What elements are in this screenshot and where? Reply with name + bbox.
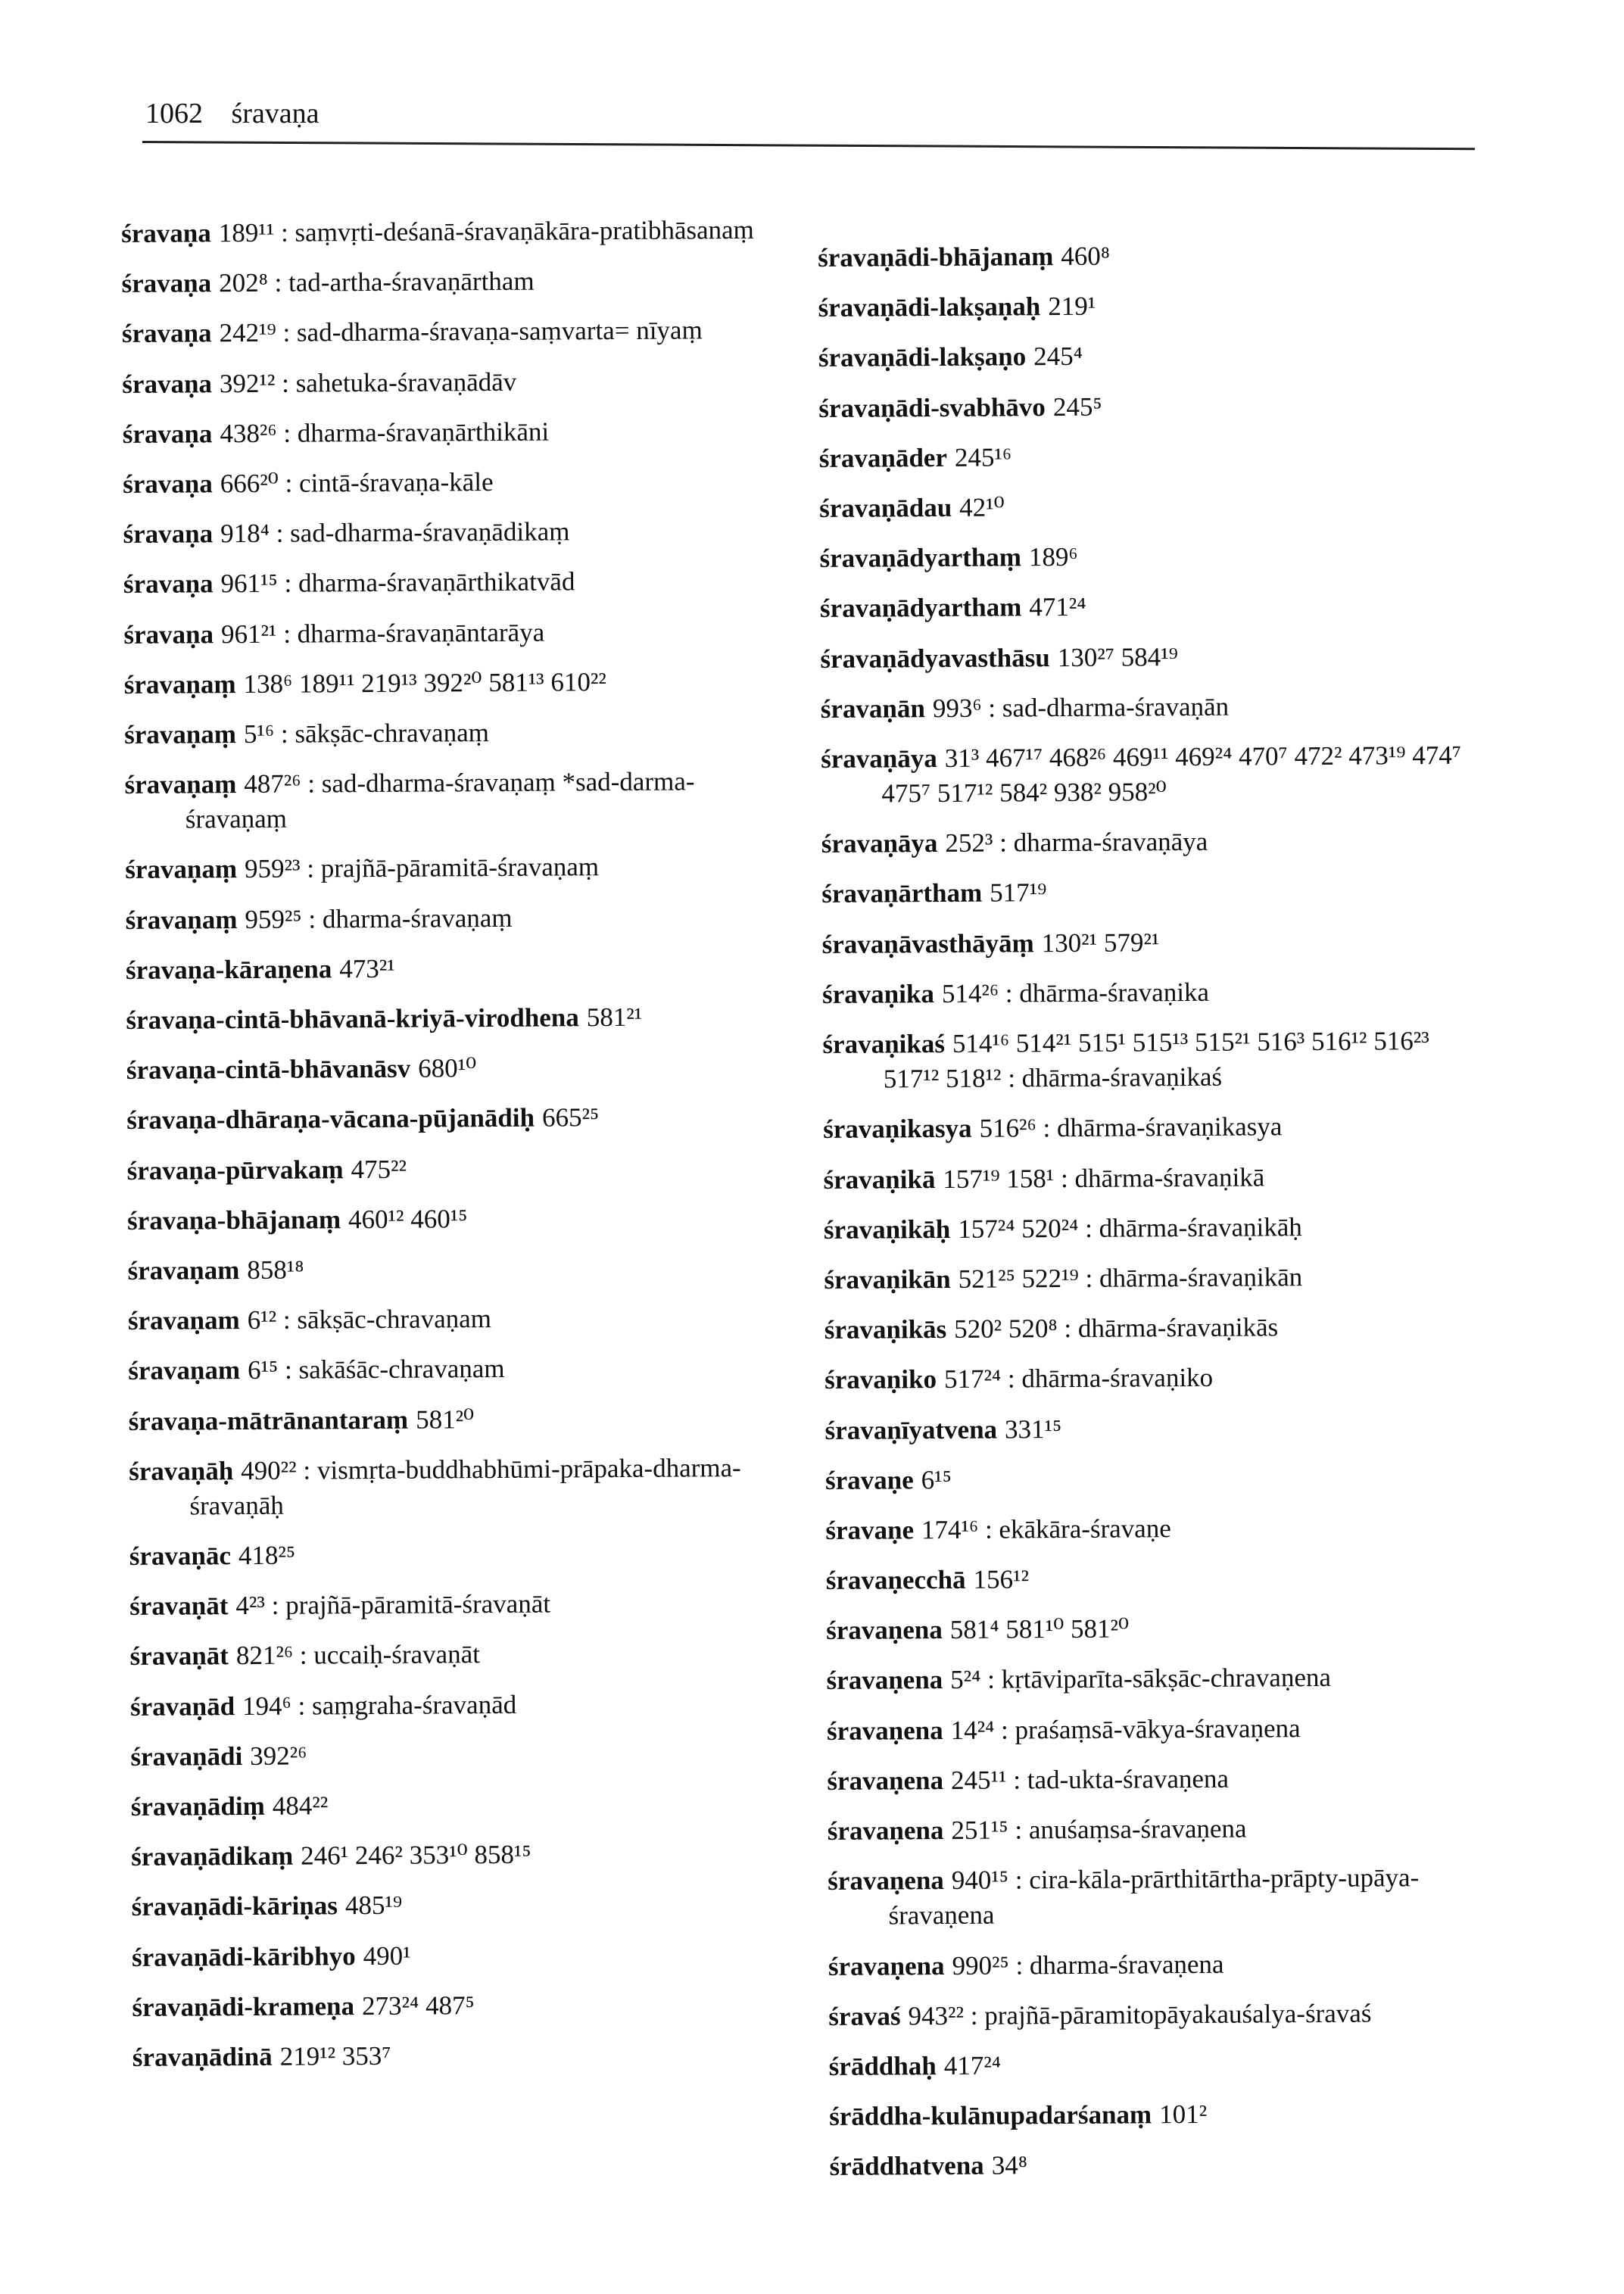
entry-gloss: : uccaiḥ-śravaṇāt (292, 1639, 481, 1671)
entry-references: 246¹ 246² 353¹⁰ 858¹⁵ (301, 1839, 531, 1871)
index-entry (829, 2146, 1495, 2185)
entry-references: 943²² (908, 2000, 965, 2031)
entry-headword: śravaṇaṃ (124, 718, 237, 750)
entry-headword: śravaṇādi-svabhāvo (818, 391, 1046, 423)
entry-references: 821²⁶ (235, 1641, 294, 1671)
entry-references: 189⁶ (1028, 542, 1078, 572)
entry-headword: śravaṇa-cintā-bhāvanāsv (126, 1053, 411, 1086)
entry-gloss: : dharma-śravaṇaṃ (301, 902, 513, 934)
entry-headword: śravaṇikān (824, 1264, 951, 1295)
index-entry (824, 1409, 1491, 1448)
entry-references: 157¹⁹ 158¹ (943, 1163, 1055, 1194)
index-entry (822, 1024, 1489, 1098)
entry-references: 666²⁰ (220, 468, 279, 499)
entry-references: 680¹⁰ (418, 1053, 477, 1083)
index-entry (829, 2046, 1495, 2085)
entry-headword: śravaṇīyatvena (824, 1414, 998, 1445)
left-column (121, 213, 799, 2090)
index-entry (127, 1250, 793, 1289)
entry-references: 101² (1159, 2099, 1208, 2130)
index-entry (126, 1099, 793, 1139)
entry-references: 157²⁴ 520²⁴ (958, 1213, 1079, 1244)
index-entry (829, 2096, 1495, 2135)
entry-references: 392²⁶ (250, 1741, 307, 1771)
index-entry (132, 1986, 798, 2025)
index-entry (123, 413, 789, 452)
entry-headword: śravaṇādyarthaṃ (819, 542, 1022, 574)
index-entry (818, 387, 1485, 426)
index-entry (819, 488, 1485, 527)
index-entry (129, 1400, 795, 1439)
entry-headword: śravaṇika (821, 978, 935, 1009)
entry-references: 417²⁴ (943, 2050, 1002, 2080)
index-entry (122, 363, 788, 402)
entry-references: 245¹⁶ (954, 442, 1012, 472)
entry-headword: śravaṇe (824, 1464, 914, 1495)
entry-headword: śravaṇādi-krameṇa (132, 1990, 355, 2022)
header-rule (142, 141, 1475, 150)
entry-headword: śravaṇaṃ (124, 769, 237, 800)
entry-headword: śrāddhaḥ (828, 2051, 937, 2081)
index-entry (126, 999, 792, 1039)
entry-gloss: : dhārma-śravaṇikaś (1001, 1061, 1223, 1093)
entry-headword: śravaś (828, 2001, 901, 2031)
index-entry (130, 1685, 796, 1725)
entry-references: 490²² (241, 1455, 297, 1485)
entry-gloss: : cintā-śravaṇa-kāle (278, 466, 494, 498)
entry-references: 581²¹ (586, 1002, 643, 1033)
entry-headword: śravaṇa-dhāraṇa-vācana-pūjanādiḥ (126, 1103, 535, 1136)
entry-gloss: : dhārma-śravaṇikā (1054, 1161, 1265, 1193)
entry-headword: śravaṇāt (129, 1591, 229, 1622)
entry-gloss: : dhārma-śravaṇikāḥ (1078, 1211, 1302, 1243)
entry-headword: śravaṇa-kāraṇena (125, 954, 332, 985)
entry-references: 473²¹ (339, 953, 395, 984)
entry-references: 490¹ (363, 1940, 411, 1971)
entry-references: 174¹⁶ (921, 1514, 979, 1545)
entry-headword: śravaṇādyartham (819, 592, 1022, 624)
entry-gloss: : prajñā-pāramitopāyakauśalya-śravaś (963, 1998, 1372, 2031)
entry-headword: śravaṇādinā (132, 2041, 273, 2072)
index-entry (130, 1735, 796, 1775)
entry-references: 273²⁴ 487⁵ (361, 1990, 475, 2021)
index-entry (128, 1300, 794, 1339)
index-entry (819, 538, 1485, 577)
index-entry (822, 973, 1488, 1012)
entry-gloss: : cira-kāla-prārthitārtha-prāpty-upāya-śravaṇena (888, 1862, 1420, 1931)
index-entry (126, 949, 792, 988)
running-head: śravaṇa (231, 98, 320, 129)
entry-references: 517¹⁹ (990, 877, 1047, 909)
entry-headword: śravaṇādikaṃ (131, 1840, 294, 1872)
entry-references: 245¹¹ (950, 1765, 1007, 1795)
entry-gloss: : sad-dharma-śravaṇa-saṃvarta= nīyaṃ (276, 315, 703, 348)
index-entry (818, 287, 1484, 326)
entry-references: 34⁸ (991, 2150, 1028, 2180)
index-entry (124, 764, 791, 838)
entry-references: 460⁸ (1061, 241, 1111, 272)
index-entry (124, 663, 790, 703)
entry-headword: śravaṇa-bhājanaṃ (126, 1205, 341, 1236)
entry-references: 194⁶ (242, 1691, 291, 1721)
entry-references: 471²⁴ (1029, 592, 1086, 622)
entry-references: 487²⁶ (244, 768, 301, 799)
index-entry (821, 873, 1488, 912)
entry-references: 156¹² (973, 1564, 1030, 1594)
entry-headword: śravaṇādi-bhājanaṃ (818, 242, 1054, 273)
entry-references: 475²² (351, 1154, 407, 1184)
entry-gloss: : dharma-śravaṇārthikatvād (277, 566, 575, 599)
entry-headword: śravaṇādau (819, 492, 952, 523)
entry-headword: śravaṇena (828, 1950, 945, 1981)
entry-headword: śravaṇikāḥ (823, 1214, 951, 1245)
entry-references: 242¹⁹ (219, 318, 276, 348)
entry-headword: śravaṇāḥ (129, 1455, 234, 1486)
index-entry (126, 1049, 793, 1089)
index-entry (123, 513, 789, 553)
entry-gloss: : dharma-śravaṇāntarāya (276, 617, 545, 649)
entry-references: 940¹⁵ (951, 1865, 1009, 1896)
entry-gloss: : dhārma-śravaṇiko (1001, 1363, 1214, 1394)
index-entry (823, 1108, 1489, 1148)
entry-headword: śravaṇa (121, 268, 212, 299)
index-entry (122, 313, 788, 352)
entry-headword: śravaṇa (121, 318, 212, 349)
entry-headword: śravaṇān (820, 693, 925, 724)
entry-headword: śravaṇādi (130, 1741, 243, 1772)
index-entry (132, 1886, 798, 1925)
entry-headword: śravaṇa (123, 469, 213, 499)
entry-gloss: : vismṛta-buddhabhūmi-prāpaka-dharma-śravaṇāḥ (189, 1452, 741, 1521)
entry-headword: śravaṇena (828, 1865, 944, 1897)
entry-gloss: : prajñā-pāramitā-śravaṇaṃ (300, 852, 600, 884)
entry-references: 42¹⁰ (959, 492, 1005, 522)
entry-headword: śravaṇāya (821, 743, 937, 774)
entry-gloss: : sākṣāc-chravaṇaṃ (274, 717, 490, 749)
entry-gloss: : kṛtāviparīta-sākṣāc-chravaṇena (980, 1663, 1332, 1695)
index-entry (126, 899, 792, 938)
entry-headword: śravaṇādi-kāriṇas (131, 1890, 338, 1922)
entry-headword: śravaṇecchā (825, 1564, 966, 1596)
entry-gloss: : dhārma-śravaṇikās (1057, 1312, 1279, 1344)
entry-references: 418²⁵ (238, 1540, 296, 1571)
index-entry (827, 1710, 1493, 1749)
entry-references: 245⁴ (1033, 341, 1083, 372)
entry-headword: śravaṇāder (818, 442, 948, 473)
index-entry (825, 1509, 1492, 1548)
entry-headword: śravaṇāya (821, 828, 938, 859)
entry-gloss: : sahetuka-śravaṇādāv (275, 366, 517, 398)
entry-headword: śravaṇena (827, 1816, 944, 1846)
index-entry (823, 1158, 1489, 1198)
entry-headword: śravaṇam (128, 1355, 241, 1386)
entry-gloss: : tad-artha-śravaṇārtham (267, 266, 535, 298)
entry-references: 961²¹ (220, 619, 277, 649)
entry-references: 959²³ (244, 854, 301, 884)
entry-references: 5²⁴ (950, 1665, 981, 1695)
index-entry (123, 613, 790, 653)
index-entry (828, 1860, 1495, 1934)
index-entry (826, 1660, 1492, 1699)
entry-headword: śravaṇe (825, 1515, 915, 1545)
entry-gloss: : tad-ukta-śravaṇena (1006, 1763, 1230, 1795)
entry-references: 521²⁵ 522¹⁹ (958, 1263, 1079, 1294)
entry-headword: śravaṇikā (823, 1164, 936, 1195)
index-entry (131, 1836, 797, 1875)
entry-references: 581²⁰ (415, 1404, 475, 1435)
index-entry (129, 1535, 796, 1575)
index-entry (129, 1635, 796, 1675)
entry-headword: śravaṇaṃ (125, 854, 238, 885)
entry-references: 219¹² 353⁷ (279, 2040, 391, 2071)
entry-gloss: : prajñā-pāramitā-śravaṇāt (264, 1588, 551, 1621)
index-entry (821, 823, 1488, 862)
index-entry (825, 1459, 1492, 1498)
entry-headword: śravaṇādi-kāribhyo (131, 1940, 356, 1972)
index-entry (824, 1208, 1490, 1248)
entry-gloss: : dharma-śravaṇena (1008, 1949, 1224, 1981)
entry-headword: śravaṇāt (129, 1641, 229, 1672)
entry-headword: śravaṇādi-lakṣaṇaḥ (818, 291, 1041, 323)
entry-references: 514²⁶ (941, 978, 999, 1008)
entry-references: 5¹⁶ (243, 718, 275, 749)
entry-references: 245⁵ (1052, 391, 1102, 422)
right-column (818, 237, 1496, 2200)
entry-references: 138⁶ 189¹¹ 219¹³ 392²⁰ 581¹³ 610²² (243, 666, 607, 699)
entry-headword: śravaṇa (123, 519, 214, 550)
entry-gloss: : ekākāra-śravaṇe (978, 1513, 1171, 1544)
entry-references: 961¹⁵ (220, 569, 278, 599)
entry-references: 520² 520⁸ (954, 1314, 1058, 1345)
entry-references: 858¹⁸ (247, 1255, 304, 1285)
index-entry (125, 849, 791, 888)
index-entry (824, 1309, 1491, 1348)
entry-references: 31³ 467¹⁷ 468²⁶ 469¹¹ 469²⁴ 470⁷ 472² 473¹⁹ 474⁷ 475⁷ 517¹² 584² 938² 958²⁰ (881, 740, 1462, 809)
index-entry (128, 1350, 794, 1389)
index-entry (822, 923, 1488, 962)
entry-references: 484²² (272, 1791, 329, 1821)
index-entry (121, 213, 787, 252)
index-entry (129, 1585, 796, 1625)
entry-gloss: : sad-dharma-śravaṇān (981, 691, 1230, 723)
entry-headword: śravaṇādiṃ (130, 1791, 265, 1822)
entry-references: 665²⁵ (541, 1102, 600, 1133)
entry-gloss: : anuśaṃsa-śravaṇena (1008, 1813, 1247, 1845)
entry-gloss: : sākṣāc-chravaṇam (276, 1304, 492, 1335)
entry-headword: śrāddha-kulānupadarśanaṃ (829, 2099, 1152, 2132)
entry-gloss: : saṃgraha-śravaṇād (291, 1689, 517, 1721)
index-entry (821, 687, 1487, 727)
entry-gloss: : dhārma-śravaṇikān (1078, 1262, 1303, 1293)
entry-headword: śravaṇāc (129, 1541, 232, 1572)
entry-references: 6¹⁵ (247, 1355, 279, 1385)
entry-references: 14²⁴ (950, 1715, 995, 1745)
entry-references: 251¹⁵ (951, 1815, 1008, 1845)
entry-gloss: : praśaṃsā-vākya-śravaṇena (994, 1713, 1301, 1745)
index-entry (826, 1610, 1492, 1649)
entry-references: 460¹² 460¹⁵ (348, 1203, 468, 1234)
index-entry (819, 437, 1485, 476)
entry-references: 514¹⁶ 514²¹ 515¹ 515¹³ 515²¹ 516³ 516¹² 516²³ 517¹² 518¹² (883, 1026, 1429, 1094)
entry-references: 485¹⁹ (344, 1890, 403, 1921)
index-entry (820, 637, 1486, 677)
entry-references: 993⁶ (932, 693, 982, 723)
page-header (145, 97, 320, 130)
entry-references: 516²⁶ (979, 1113, 1036, 1144)
entry-headword: śravaṇa (123, 569, 214, 600)
entry-headword: śravaṇa-cintā-bhāvanā-kriyā-virodhena (126, 1002, 579, 1035)
index-entry (824, 1359, 1491, 1398)
index-entry (826, 1560, 1492, 1599)
index-entry (127, 1199, 793, 1239)
entry-headword: śravaṇād (129, 1691, 235, 1722)
entry-headword: śravaṇam (127, 1255, 240, 1286)
index-entry (828, 1995, 1495, 2034)
index-entry (818, 337, 1485, 376)
index-entry (828, 1945, 1495, 1984)
entry-headword: śravaṇādi-lakṣaṇo (818, 341, 1027, 373)
entry-references: 918⁴ (220, 518, 270, 549)
entry-references: 581⁴ 581¹⁰ 581²⁰ (949, 1613, 1130, 1645)
entry-gloss: : dhārma-śravaṇikasya (1036, 1111, 1283, 1143)
entry-references: 130²¹ 579²¹ (1041, 927, 1160, 958)
index-entry (827, 1759, 1493, 1799)
index-entry (129, 1450, 796, 1524)
entry-references: 517²⁴ (943, 1364, 1002, 1395)
entry-headword: śravaṇena (826, 1715, 943, 1746)
index-entry (132, 1936, 798, 1975)
entry-references: 438²⁶ (220, 418, 277, 448)
entry-gloss: : saṃvṛti-deśanā-śravaṇākāra-pratibhāsanaṃ (274, 214, 754, 248)
entry-headword: śravaṇena (826, 1615, 943, 1646)
entry-references: 6¹² (247, 1304, 277, 1336)
entry-headword: śravaṇena (827, 1765, 944, 1796)
entry-gloss: : dharma-śravaṇāya (993, 827, 1208, 858)
entry-gloss: : dharma-śravaṇārthikāni (276, 416, 550, 448)
index-entry (121, 263, 787, 302)
index-entry (821, 737, 1488, 812)
index-entry (818, 237, 1484, 276)
entry-headword: śravaṇa-mātrānantaraṃ (128, 1404, 409, 1436)
entry-gloss: : sakāśāc-chravaṇam (278, 1354, 505, 1385)
entry-references: 202⁸ (219, 268, 268, 298)
entry-gloss: : sad-dharma-śravaṇaṃ *sad-darma-śravaṇaṃ (185, 766, 695, 834)
entry-headword: śravaṇāvasthāyāṃ (821, 927, 1034, 959)
index-entry (824, 1259, 1490, 1298)
entry-headword: śravaṇikaś (822, 1028, 946, 1059)
entry-references: 990²⁵ (952, 1950, 1009, 1981)
index-entry (124, 713, 790, 753)
entry-references: 331¹⁵ (1004, 1413, 1062, 1445)
entry-headword: śravaṇa (122, 368, 213, 399)
entry-references: 6¹⁵ (921, 1464, 952, 1495)
entry-headword: śravaṇādyavasthāsu (820, 642, 1050, 674)
entry-headword: śravaṇikasya (823, 1114, 972, 1145)
entry-headword: śravaṇikās (824, 1314, 947, 1345)
entry-headword: śravaṇam (127, 1305, 240, 1336)
entry-references: 219¹ (1048, 291, 1096, 322)
entry-references: 4²³ (235, 1591, 266, 1621)
entry-headword: śravaṇa (121, 218, 211, 248)
entry-references: 959²⁵ (245, 904, 302, 934)
entry-headword: śravaṇaṃ (125, 904, 238, 935)
index-entry (820, 588, 1486, 627)
index-entry (132, 2037, 799, 2076)
index-entry (131, 1786, 797, 1825)
index-entry (123, 563, 790, 603)
entry-headword: śravaṇa (123, 619, 214, 650)
page-number: 1062 (145, 98, 203, 129)
entry-headword: śravaṇaṃ (123, 669, 236, 700)
index-entry (828, 1810, 1494, 1850)
entry-references: 392¹² (219, 368, 276, 398)
entry-references: 252³ (945, 828, 993, 859)
index-entry (127, 1149, 793, 1189)
entry-gloss: : dhārma-śravaṇika (998, 977, 1210, 1008)
entry-headword: śravaṇa (122, 419, 213, 449)
entry-gloss: : sad-dharma-śravaṇādikaṃ (269, 516, 570, 548)
entry-headword: śravaṇena (826, 1665, 943, 1696)
entry-headword: śravaṇiko (824, 1364, 937, 1395)
entry-headword: śrāddhatvena (829, 2151, 984, 2182)
entry-references: 189¹¹ (218, 217, 275, 248)
index-entry (123, 463, 789, 503)
entry-references: 130²⁷ 584¹⁹ (1057, 641, 1179, 672)
entry-headword: śravaṇārtham (821, 878, 983, 909)
entry-headword: śravaṇa-pūrvakaṃ (126, 1154, 344, 1186)
